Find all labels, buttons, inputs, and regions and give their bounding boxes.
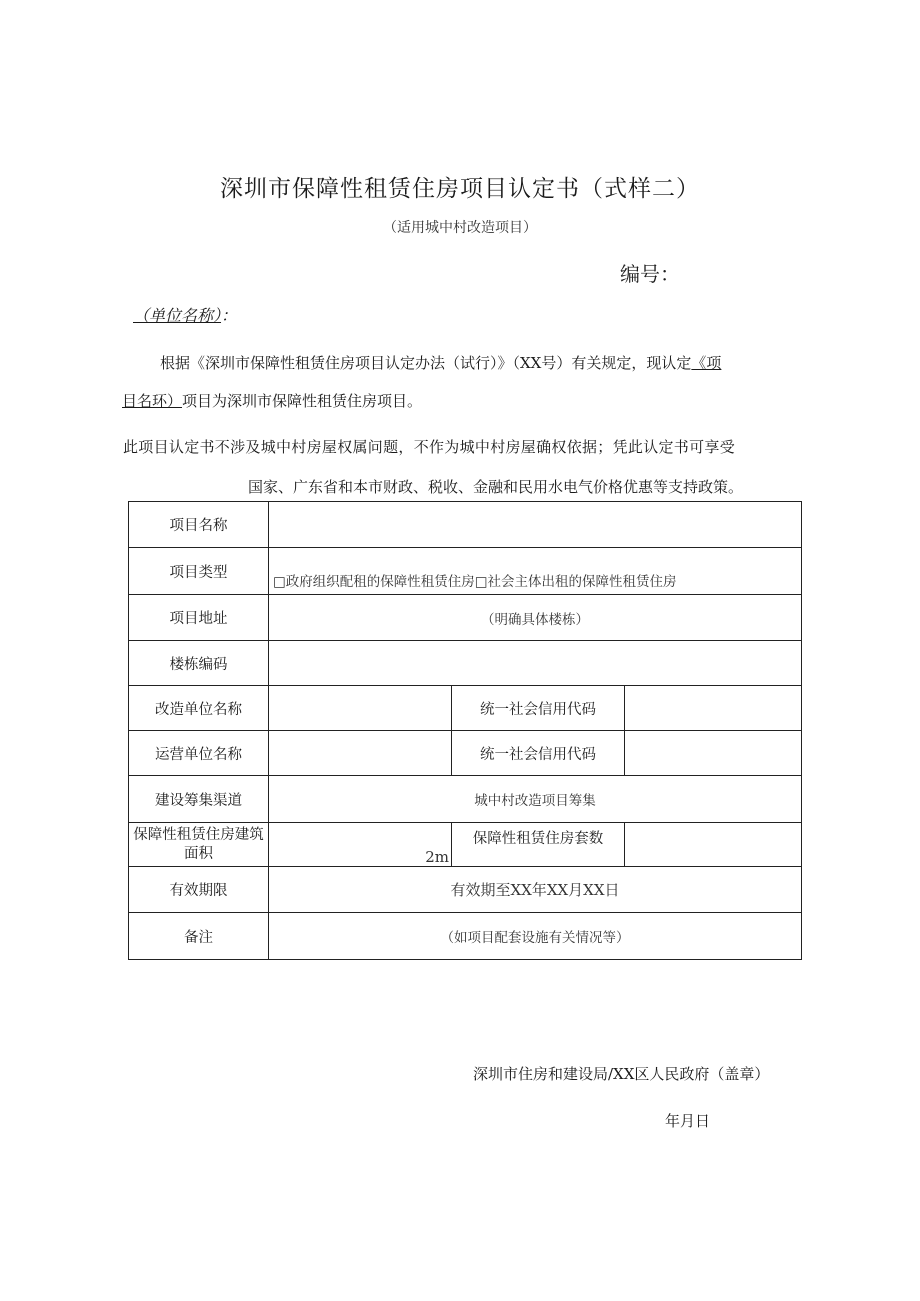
renovator-name-label: 改造单位名称 — [129, 686, 269, 731]
project-address-label: 项目地址 — [129, 595, 269, 641]
document-subtitle: （适用城中村改造项目） — [383, 220, 537, 236]
operator-credit-code-field[interactable] — [625, 731, 802, 776]
body-paragraph-2 — [122, 384, 422, 418]
project-name-field[interactable] — [269, 502, 802, 548]
document-number-label: 编号： — [620, 262, 680, 286]
operator-name-label: 运营单位名称 — [129, 731, 269, 776]
project-address-field[interactable]: （明确具体楼栋） — [269, 595, 802, 641]
operator-credit-code-label: 统一社会信用代码 — [452, 731, 625, 776]
project-name-label: 项目名称 — [129, 502, 269, 548]
issuer-signature: 深圳市住房和建设局/XX区人民政府（盖章） — [473, 1065, 770, 1083]
table-row — [129, 548, 802, 595]
p2-text: 项目为深圳市保障性租赁住房项目。 — [182, 392, 423, 410]
table-row — [129, 867, 802, 913]
project-info-table — [128, 501, 802, 960]
building-code-field[interactable] — [269, 641, 802, 686]
table-row — [129, 686, 802, 731]
building-code-label: 楼栋编码 — [129, 641, 269, 686]
addressee-suffix: ： — [221, 306, 238, 325]
table-row — [129, 913, 802, 960]
issue-date: 年月日 — [665, 1112, 711, 1130]
table-row — [129, 731, 802, 776]
project-type-label: 项目类型 — [129, 548, 269, 595]
table-row — [129, 595, 802, 641]
validity-label: 有效期限 — [129, 867, 269, 913]
body-paragraph-1 — [160, 346, 721, 380]
table-row — [129, 776, 802, 823]
renovator-credit-code-label: 统一社会信用代码 — [452, 686, 625, 731]
remarks-label: 备注 — [129, 913, 269, 960]
project-type-options[interactable]: □政府组织配租的保障性租赁住房□社会主体出租的保障性租赁住房 — [269, 548, 802, 595]
operator-name-field[interactable] — [269, 731, 452, 776]
table-row — [129, 502, 802, 548]
remarks-field[interactable]: （如项目配套设施有关情况等） — [269, 913, 802, 960]
project-name-placeholder-1: 《项 — [691, 354, 722, 372]
body-paragraph-3: 此项目认定书不涉及城中村房屋权属问题，不作为城中村房屋确权依据；凭此认定书可享受 — [123, 438, 736, 456]
housing-units-field[interactable] — [625, 823, 802, 867]
building-area-field[interactable] — [269, 823, 452, 867]
document-title: 深圳市保障性租赁住房项目认定书（式样二） — [220, 176, 700, 202]
project-name-placeholder-2: 目名环） — [122, 392, 183, 410]
renovator-name-field[interactable] — [269, 686, 452, 731]
funding-channel-label: 建设筹集渠道 — [129, 776, 269, 823]
funding-channel-field[interactable]: 城中村改造项目筹集 — [269, 776, 802, 823]
addressee-line — [133, 303, 237, 326]
area-unit: 2m — [425, 848, 449, 866]
validity-field[interactable]: 有效期至XX年XX月XX日 — [269, 867, 802, 913]
addressee-placeholder: （单位名称） — [133, 306, 222, 325]
renovator-credit-code-field[interactable] — [625, 686, 802, 731]
p1-text: 根据《深圳市保障性租赁住房项目认定办法（试行）》（XX号）有关规定，现认定 — [160, 354, 692, 372]
body-paragraph-4: 国家、广东省和本市财政、税收、金融和民用水电气价格优惠等支持政策。 — [248, 478, 744, 496]
housing-units-label: 保障性租赁住房套数 — [452, 823, 625, 867]
building-area-label: 保障性租赁住房建筑面积 — [129, 823, 269, 867]
table-row — [129, 823, 802, 867]
table-row — [129, 641, 802, 686]
